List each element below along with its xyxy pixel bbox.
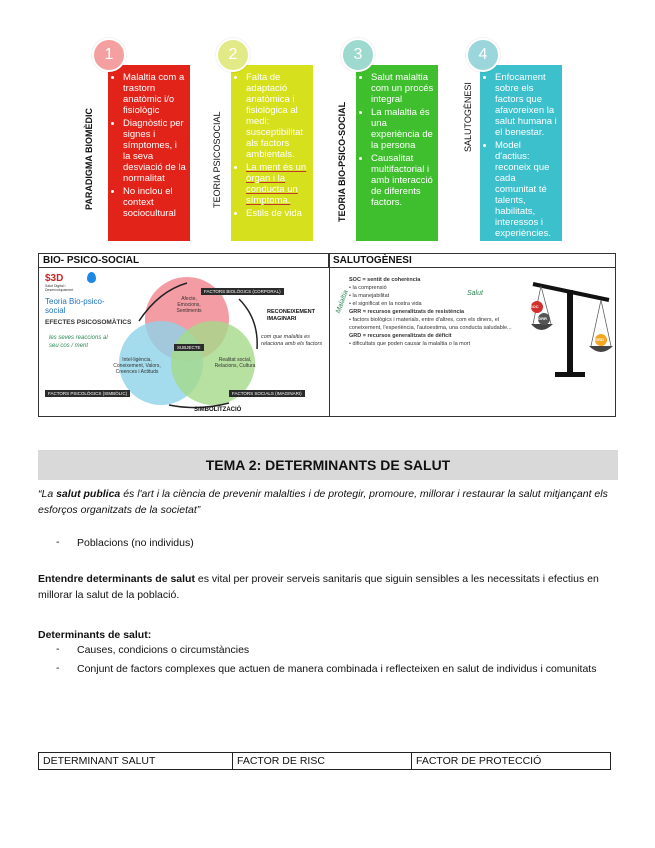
paradigm-card-1 [108,65,190,241]
handwritten-malaltia: Malaltia [335,289,350,315]
handwritten-salut: Salut [467,290,483,297]
symbolization-label: SIMBOLITZACIÓ [194,407,242,413]
card-item: • Diagnòstic per signes i símptomes, i la seva desviació de la normalitat [123,118,186,184]
determinants-table [38,752,611,770]
card-item: • Malaltia com a trastorn anatòmic i/o fisiològic [123,72,186,116]
dash-marker: - [56,662,60,674]
label-social-factors: FACTORS SOCIALS (IMAGINARI) [229,390,305,397]
grr-title: GRR = recursos generalitzats de resistència [349,309,465,315]
paradigm-label-3: TEORIA BIO-PSICO-SOCIAL [337,101,347,222]
dash-marker: - [56,643,60,655]
scale-label-grd: GRD [595,337,604,342]
salutogenesi-text [349,276,519,348]
card-item: • Causalitat multifactorial i amb interacció de diferents factors. [371,153,434,208]
handwritten-note-right: com que malaltia es relaciona amb els factors [261,334,323,347]
paradigm-label-4: SALUTOGÈNESI [463,82,473,152]
table-header-cell: FACTOR DE PROTECCIÓ [412,753,611,770]
determinant-item: Conjunt de factors complexes que actuen de manera combinada i reflecteixen en salut de individus i comunitats [77,663,597,675]
paradigm-card-3 [356,65,438,241]
label-biological-factors: FACTORS BIOLÒGICS (CORPORAL) [201,288,284,295]
panel-title-salutogenesi: SALUTOGÈNESI [329,254,615,268]
label-psychological-factors: FACTORS PSICOLÒGICS (SIMBÒLIC) [45,390,130,397]
bullet-populations: Poblacions (no individus) [77,537,194,549]
number-badge-2: 2 [216,38,250,72]
card-item: • Enfocament sobre els factors que afavoreixen la salut humana i el benestar. [495,72,558,138]
panel-divider [329,254,330,416]
understand-paragraph: Entendre determinants de salut es vital per proveir serveis sanitaris que siguin sensibles a les necessitats i efectius en millorar la salut de la població. [38,573,599,601]
number-badge-4: 4 [466,38,500,72]
paradigm-label-2: TEORIA PSICOSOCIAL [212,111,222,208]
panel-title-biopsicosocial: BIO- PSICO-SOCIAL [39,254,329,268]
dash-marker: - [56,536,60,548]
theory-label: Teoria Bio-psico-social [45,297,105,315]
determinants-heading: Determinants de salut: [38,629,152,641]
table-header-cell: DETERMINANT SALUT [39,753,233,770]
soc-title: SOC = sentit de coherència [349,277,421,283]
paradigm-card-2 [231,65,313,241]
card-item: • La malaltia és una experiència de la persona [371,107,434,151]
handwritten-note-left: les seves reaccions al seu cos / ment [49,335,108,349]
models-panel [38,253,616,417]
soc-item: • el significat en la nostra vida [349,301,422,307]
recognition-label: RECONEIXEMENT IMAGINARI [267,309,315,322]
scale-label-grr: GRR [538,316,547,321]
topic-title: TEMA 2: DETERMINANTS DE SALUT [38,450,618,480]
blue-center-text: Intel·ligència, Coneixement, Valors, Creences i Actituds [113,357,161,375]
table-header-cell: FACTOR DE RISC [233,753,412,770]
effects-label: EFECTES PSICOSOMÀTICS [45,319,132,326]
drop-icon [87,272,96,283]
logo: $3D [45,273,64,284]
red-center-text: Afecte, Emocions, Sentiments [176,296,202,314]
logo-subtitle: Salut Digital i Desenvolupament [45,284,74,292]
card-item: • Salut malaltia com un procés integral [371,72,434,105]
card-item: • Estils de vida [246,208,309,219]
grr-item: • factors biològics i materials, entre d'altres, com els diners, el coneixement, l'experiència, l'autoestima, una conducta saludable... [349,317,512,331]
green-center-text: Realitat social, Relacions, Cultura [214,357,256,369]
card-item: • La ment és un òrgan i la conducta un símptoma. [246,162,309,206]
subject-label: SUBJECTE [174,344,204,351]
table-header-row [39,753,611,770]
public-health-quote: “La salut publica és l'art i la ciència de prevenir malalties i de protegir, promoure, millorar i restaurar la salut mitjançant els esforços organitzats de la societat” [38,488,608,516]
scale-label-soc: SOC [530,304,539,309]
number-badge-1: 1 [92,38,126,72]
paradigm-card-4 [480,65,562,241]
card-item: • No inclou el context sociocultural [123,186,186,219]
quote-bold-term: salut publica [56,488,121,500]
understand-bold: Entendre determinants de salut [38,573,195,585]
grd-item: • dificultats que poden causar la malaltia o la mort [349,341,471,347]
paradigm-label-1: PARADIGMA BIOMÈDIC [84,108,94,210]
soc-item: • la manejabilitat [349,293,390,299]
grd-title: GRD = recursos generalitzats de dèficit [349,333,452,339]
determinant-item: Causes, condicions o circumstàncies [77,644,250,656]
number-badge-3: 3 [341,38,375,72]
card-item: • Model d'actius: reconeix que cada comunitat té talents, habilitats, interessos i experiències. [495,140,558,239]
balance-scale-icon [527,272,615,382]
soc-item: • la comprensió [349,285,387,291]
card-item: • Falta de adaptació anatòmica i fisiològica al medi: susceptibilitat als factors ambientals. [246,72,309,160]
